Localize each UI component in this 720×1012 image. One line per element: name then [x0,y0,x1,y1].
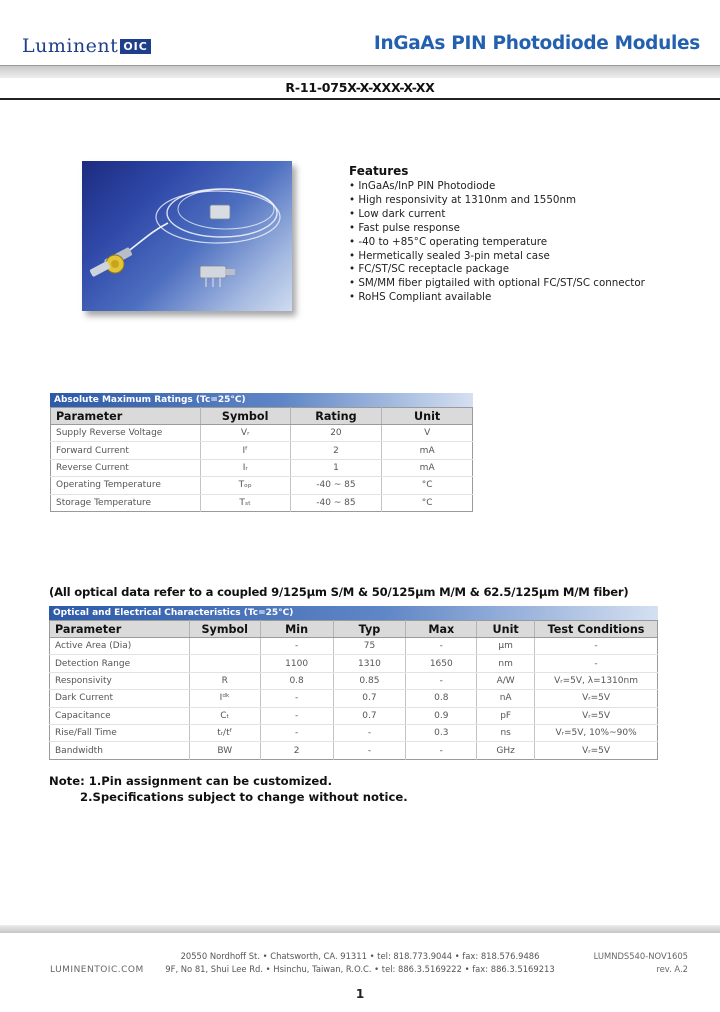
table-header-row [50,621,658,638]
feature-item: • Hermetically sealed 3-pin metal case [349,250,645,264]
table-row [50,690,658,707]
header-rule [0,65,720,78]
feature-item: • InGaAs/InP PIN Photodiode [349,180,645,194]
table-cell: Rise/Fall Time [50,724,190,741]
table-cell: 0.7 [333,707,406,724]
table-cell: 2 [260,742,333,759]
luminent-logo [22,35,151,57]
footer-addresses [160,950,560,976]
table-cell: Iᵈᵏ [189,690,260,707]
table-cell: GHz [477,742,535,759]
logo-text: Luminent [22,35,119,57]
document-title: InGaAs PIN Photodiode Modules [373,33,700,54]
table-cell: 1 [290,459,382,476]
feature-item: • High responsivity at 1310nm and 1550nm [349,194,645,208]
table-cell: Iᵣ [200,459,290,476]
table-cell: mA [382,442,473,459]
feature-item: • -40 to +85°C operating temperature [349,236,645,250]
table-cell: Vᵣ=5V [535,690,658,707]
table-cell: Storage Temperature [51,494,201,511]
optical-electrical-table [49,606,658,760]
table-header-row [51,408,473,425]
feature-item: • FC/ST/SC receptacle package [349,263,645,277]
table-cell: 0.7 [333,690,406,707]
table-cell: 1310 [333,655,406,672]
table-cell: 0.85 [333,672,406,689]
characteristics-table [49,620,658,760]
notes-section [49,773,408,805]
table-cell: Supply Reverse Voltage [51,425,201,442]
table-cell: Operating Temperature [51,477,201,494]
footer-rule [0,925,720,933]
table-cell: - [535,638,658,655]
table-cell: Active Area (Dia) [50,638,190,655]
table-cell: 0.9 [406,707,477,724]
column-header: Parameter [51,408,201,425]
table-cell: 1100 [260,655,333,672]
column-header: Test Conditions [535,621,658,638]
table-row [50,672,658,689]
table-label: Absolute Maximum Ratings (Tc=25°C) [50,393,473,407]
table-label: Optical and Electrical Characteristics (Tc=25°C) [49,606,658,620]
table-cell: - [260,638,333,655]
column-header: Parameter [50,621,190,638]
table-cell: °C [382,477,473,494]
table-cell: A/W [477,672,535,689]
table-cell: ns [477,724,535,741]
footer-website: LUMINENTOIC.COM [50,965,144,975]
table-cell: nA [477,690,535,707]
table-cell: Vᵣ=5V [535,707,658,724]
table-cell: - [333,742,406,759]
table-cell: V [382,425,473,442]
table-cell: 0.8 [406,690,477,707]
column-header: Rating [290,408,382,425]
table-cell [189,638,260,655]
column-header: Typ [333,621,406,638]
column-header: Min [260,621,333,638]
table-cell: Detection Range [50,655,190,672]
note-line: 2.Specifications subject to change without notice. [80,790,408,804]
table-cell: BW [189,742,260,759]
table-cell: Tₛₜ [200,494,290,511]
features-list [349,180,645,305]
table-cell: - [260,724,333,741]
page-number: 1 [355,987,365,1001]
table-cell: Responsivity [50,672,190,689]
table-row [50,707,658,724]
column-header: Symbol [189,621,260,638]
fiber-coupling-note: (All optical data refer to a coupled 9/125µm S/M & 50/125µm M/M & 62.5/125µm M/M fiber) [49,585,629,599]
table-cell: 0.8 [260,672,333,689]
feature-item: • Fast pulse response [349,222,645,236]
footer-document-code [594,950,688,976]
table-row [50,638,658,655]
table-cell: -40 ~ 85 [290,494,382,511]
document-code: LUMNDS540-NOV1605 [593,951,688,961]
table-cell: - [260,707,333,724]
table-cell: Vᵣ=5V, λ=1310nm [535,672,658,689]
table-cell: Cₜ [189,707,260,724]
feature-item: • RoHS Compliant available [349,291,645,305]
table-cell: Vᵣ=5V, 10%~90% [535,724,658,741]
table-cell: - [333,724,406,741]
feature-item: • Low dark current [349,208,645,222]
table-cell: -40 ~ 85 [290,477,382,494]
table-cell: - [406,638,477,655]
fiber-module-illustration [82,161,292,311]
table-row [51,477,473,494]
table-cell: 2 [290,442,382,459]
address-line: 9F, No 81, Shui Lee Rd. • Hsinchu, Taiwan, R.O.C. • tel: 886.3.5169222 • fax: 886.3.5169213 [165,964,555,974]
table-cell: 0.3 [406,724,477,741]
table-cell: µm [477,638,535,655]
table-row [51,494,473,511]
table-cell: pF [477,707,535,724]
revision: rev. A.2 [656,964,688,974]
features-section [349,164,645,305]
product-photo [82,161,292,311]
table-cell: Vᵣ [200,425,290,442]
table-cell: tᵣ/tᶠ [189,724,260,741]
table-cell: Dark Current [50,690,190,707]
logo-badge: OIC [120,39,151,54]
table-row [51,442,473,459]
table-cell: °C [421,497,433,508]
table-row [50,724,658,741]
table-cell: 20 [290,425,382,442]
table-cell: Bandwidth [50,742,190,759]
table-cell: Iᶠ [200,442,290,459]
absolute-max-ratings-table [50,393,473,512]
table-cell: nm [477,655,535,672]
table-cell: Reverse Current [51,459,201,476]
feature-item: • SM/MM fiber pigtailed with optional FC/ST/SC connector [349,277,645,291]
address-line: 20550 Nordhoff St. • Chatsworth, CA. 91311 • tel: 818.773.9044 • fax: 818.576.9486 [180,951,540,961]
column-header: Unit [477,621,535,638]
table-cell: - [406,742,477,759]
table-cell: Vᵣ=5V [582,745,610,756]
column-header: Symbol [200,408,290,425]
note-line: Note: 1.Pin assignment can be customized. [49,774,332,788]
table-cell: Capacitance [50,707,190,724]
table-row [50,742,658,759]
table-cell: - [535,655,658,672]
table-cell: R [189,672,260,689]
table-cell: Forward Current [51,442,201,459]
table-row [51,459,473,476]
table-cell: mA [382,459,473,476]
table-row [51,425,473,442]
part-number-rule [0,98,720,100]
table-row [50,655,658,672]
column-header: Max [406,621,477,638]
table-cell: 75 [333,638,406,655]
table-cell: Tₒₚ [200,477,290,494]
table-cell: - [260,690,333,707]
table-cell: 1650 [406,655,477,672]
column-header: Unit [382,408,473,425]
ratings-table [50,407,473,512]
features-heading: Features [349,164,409,178]
table-cell: - [406,672,477,689]
table-cell [189,655,260,672]
part-number: R-11-075X-X-XXX-X-XX [285,80,435,95]
